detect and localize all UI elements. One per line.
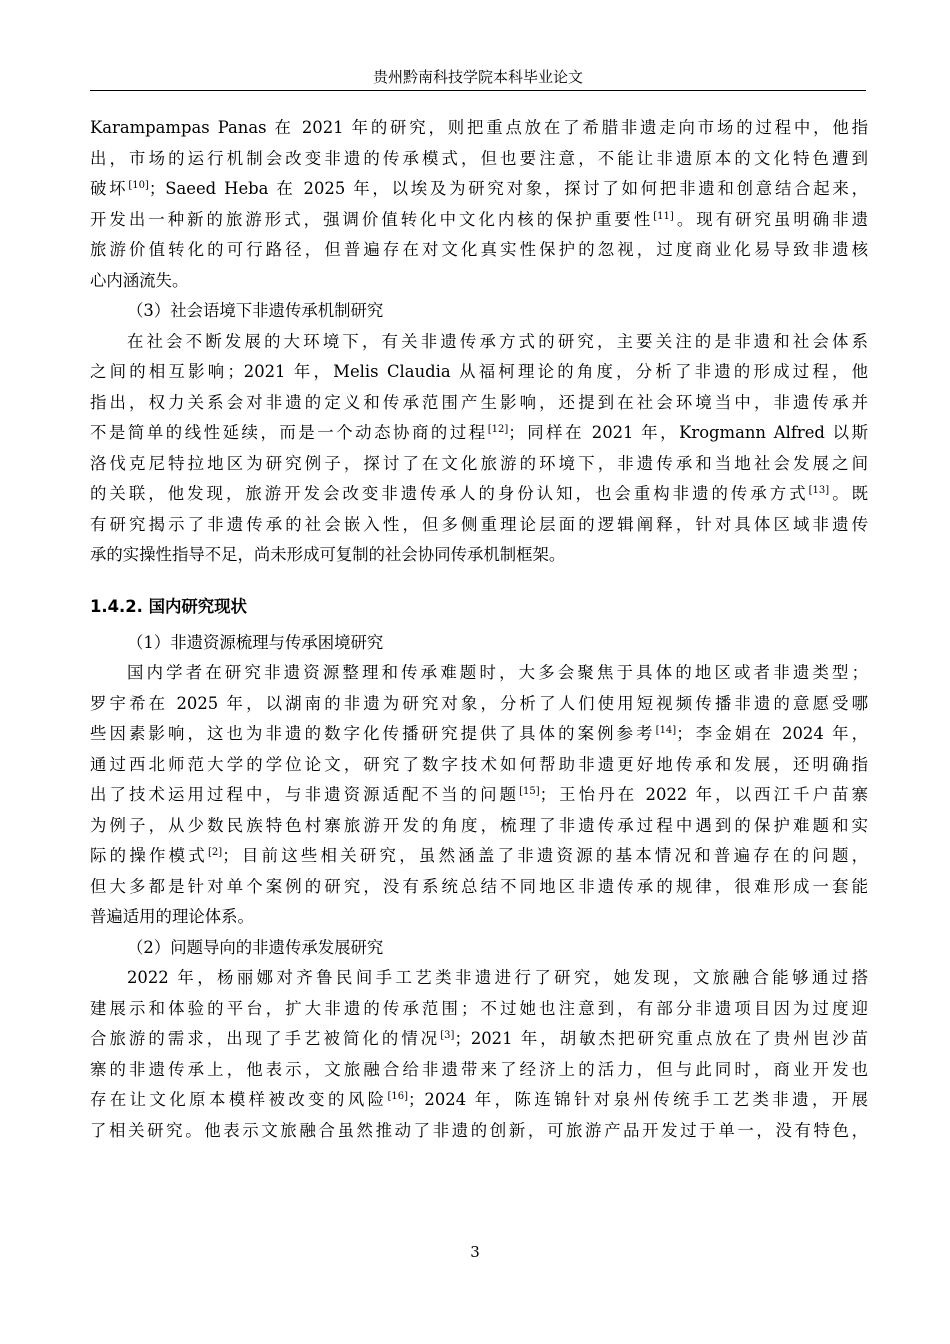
paragraph-line: 在社会不断发展的大环境下，有关非遗传承方式的研究，主要关注的是非遗和社会体系 [127, 331, 868, 351]
citation-ref[interactable]: [16] [387, 1091, 409, 1102]
page-body [90, 113, 868, 1146]
paragraph-line: 了相关研究。他表示文旅融合虽然推动了非遗的创新，可旅游产品开发过于单一，没有特色， [90, 1120, 868, 1140]
paragraph-line: 为例子，从少数民族特色村寨旅游开发的角度，梳理了非遗传承过程中遇到的保护难题和实 [90, 815, 868, 835]
paragraph-line: 旅游价值转化的可行路径，但普遍存在对文化真实性保护的忽视，过度商业化易导致非遗核 [90, 240, 868, 259]
paragraph-line: 洛伐克尼特拉地区为研究例子，探讨了在文化旅游的环境下，非遗传承和当地社会发展之间 [90, 453, 868, 473]
paragraph-line: 之间的相互影响；2021 年，Melis Claudia 从福柯理论的角度，分析了非遗的形成过程，他 [90, 362, 868, 381]
citation-ref[interactable]: [11] [653, 210, 674, 222]
paragraph-line: 有研究揭示了非遗传承的社会嵌入性，但多侧重理论层面的逻辑阐释，针对具体区域非遗传 [90, 514, 868, 534]
paragraph-line: 心内涵流失。 [90, 270, 189, 290]
citation-ref[interactable]: [10] [128, 180, 149, 191]
paragraph-line: 指出，权力关系会对非遗的定义和传承范围产生影响，还提到在社会环境当中，非遗传承并 [90, 392, 868, 412]
paragraph-line: 建展示和体验的平台，扩大非遗的传承范围；不过她也注意到，有部分非遗项目因为过度迎 [90, 998, 868, 1018]
section-heading: 1.4.2. 国内研究现状 [90, 596, 247, 616]
citation-ref[interactable]: [15] [519, 786, 540, 797]
paragraph-line: 不是简单的线性延续，而是一个动态协商的过程[12]；同样在 2021 年，Krogmann Alfred 以斯 [90, 423, 868, 442]
citation-ref[interactable]: [3] [440, 1030, 455, 1041]
citation-ref[interactable]: [12] [487, 424, 509, 435]
paragraph-line: 存在让文化原本模样被改变的风险[16]；2024 年，陈连锦针对泉州传统手工艺类非遗，开展 [90, 1090, 869, 1109]
subheading: （1）非遗资源梳理与传承困境研究 [127, 632, 384, 652]
paragraph-line: 通过西北师范大学的学位论文，研究了数字技术如何帮助非遗更好地传承和发展，还明确指 [90, 754, 868, 774]
paragraph-line: 的关联，他发现，旅游开发会改变非遗传承人的身份认知，也会重构非遗的传承方式[13]。既 [90, 484, 869, 503]
paragraph-line: 破坏[10]；Saeed Heba 在 2025 年，以埃及为研究对象，探讨了如何把非遗和创意结合起来， [90, 179, 869, 198]
page-header [90, 66, 866, 91]
paragraph-line: 出，市场的运行机制会改变非遗的传承模式，但也要注意，不能让非遗原本的文化特色遭到 [90, 148, 868, 168]
citation-ref[interactable]: [2] [208, 847, 223, 858]
paragraph-line: 寨的非遗传承上，他表示，文旅融合给非遗带来了经济上的活力，但与此同时，商业开发也 [90, 1059, 868, 1079]
page-number: 3 [470, 1243, 480, 1261]
paragraph-line: 际的操作模式[2]；目前这些相关研究，虽然涵盖了非遗资源的基本情况和普遍存在的问题， [90, 846, 869, 865]
subheading: （2）问题导向的非遗传承发展研究 [127, 937, 384, 957]
citation-ref[interactable]: [14] [655, 725, 677, 736]
header-title: 贵州黔南科技学院本科毕业论文 [372, 68, 583, 86]
subheading: （3）社会语境下非遗传承机制研究 [127, 301, 384, 320]
paragraph-line: 承的实操性指导不足，尚未形成可复制的社会协同传承机制框架。 [90, 545, 566, 564]
paragraph-line: Karampampas Panas 在 2021 年的研究，则把重点放在了希腊非遗走向市场的过程中，他指 [90, 118, 868, 137]
paragraph-line: 但大多都是针对单个案例的研究，没有系统总结不同地区非遗传承的规律，很难形成一套能 [90, 876, 868, 896]
paragraph-line: 普遍适用的理论体系。 [90, 907, 254, 926]
paragraph-line: 2022 年，杨丽娜对齐鲁民间手工艺类非遗进行了研究，她发现，文旅融合能够通过搭 [127, 968, 868, 987]
paragraph-line: 出了技术运用过程中，与非遗资源适配不当的问题[15]；王怡丹在 2022 年，以西江千户苗寨 [90, 785, 869, 804]
paragraph-line: 开发出一种新的旅游形式，强调价值转化中文化内核的保护重要性[11]。现有研究虽明确非遗 [90, 209, 869, 229]
paragraph-line: 合旅游的需求，出现了手艺被简化的情况[3]；2021 年，胡敏杰把研究重点放在了贵州岜沙苗 [90, 1029, 869, 1048]
citation-ref[interactable]: [13] [808, 485, 830, 496]
paragraph-line: 罗宇希在 2025 年，以湖南的非遗为研究对象，分析了人们使用短视频传播非遗的意愿受哪 [90, 693, 868, 713]
paragraph-line: 些因素影响，这也为非遗的数字化传播研究提供了具体的案例参考[14]；李金娟在 2024 年， [90, 724, 868, 743]
paragraph-line: 国内学者在研究非遗资源整理和传承难题时，大多会聚焦于具体的地区或者非遗类型； [127, 663, 868, 682]
